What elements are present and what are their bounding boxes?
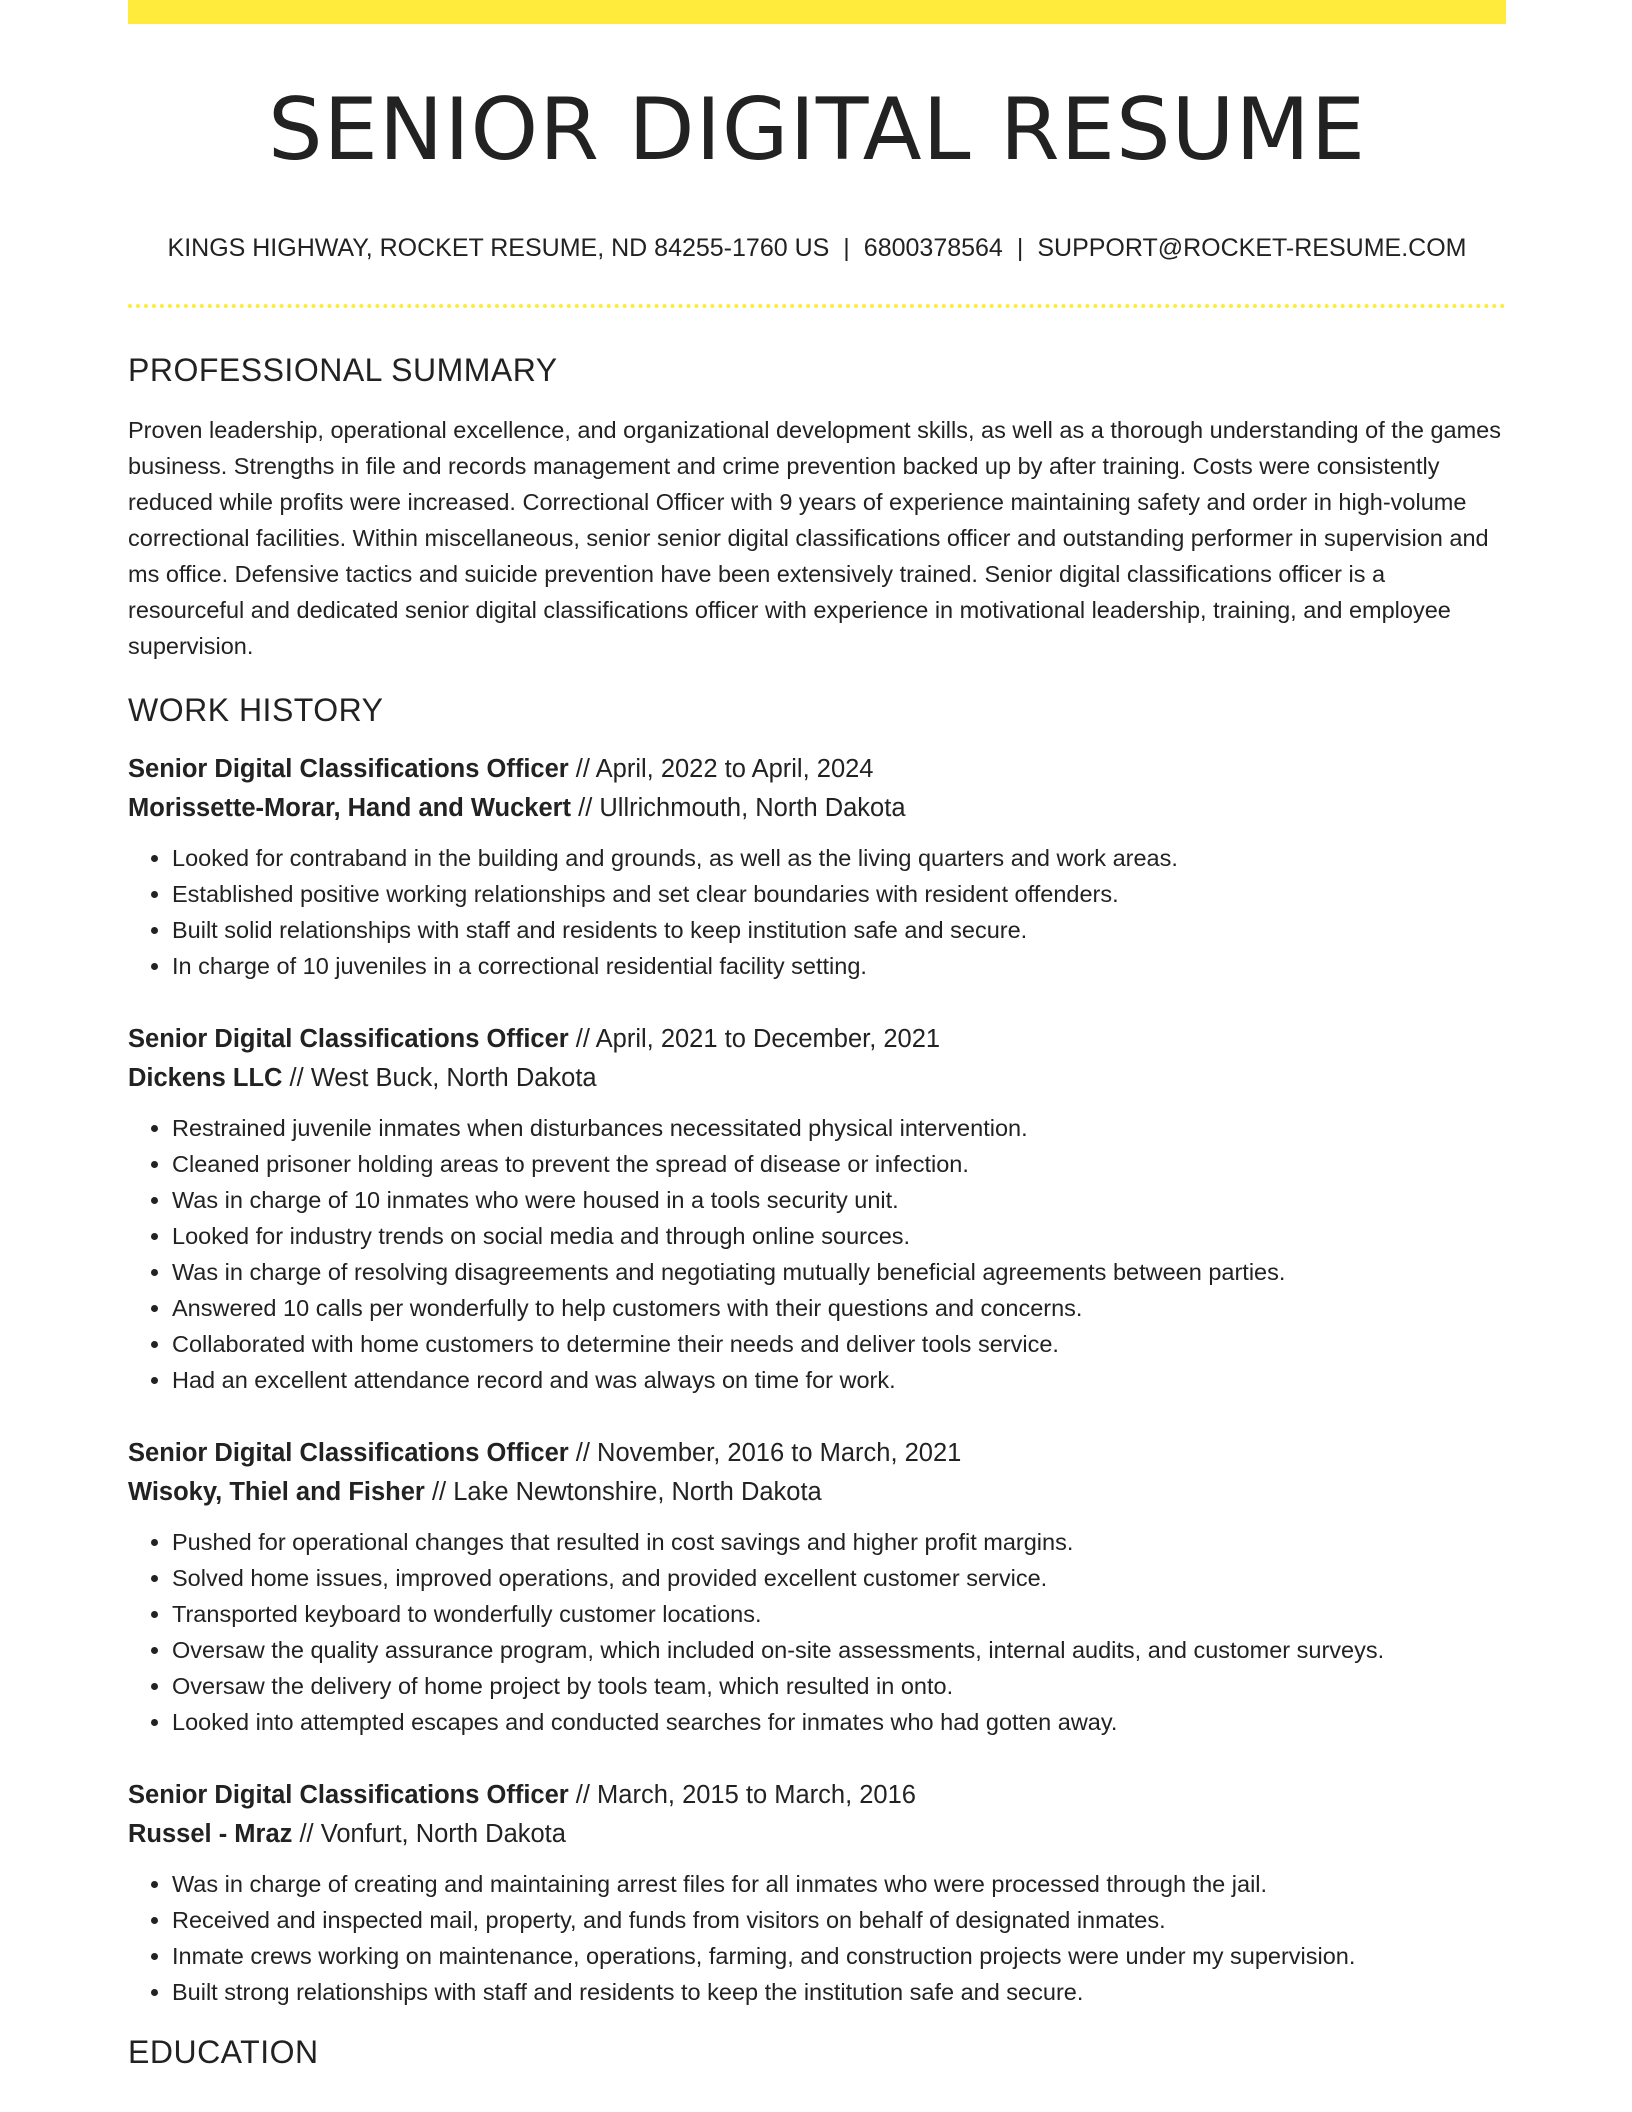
- contact-separator: |: [1016, 234, 1024, 262]
- job-delimiter: //: [568, 1439, 598, 1467]
- job-title-line: [128, 750, 1506, 789]
- job-title: Senior Digital Classifications Officer: [128, 1025, 569, 1053]
- duty-item: • Was in charge of creating and maintaining arrest files for all inmates who were processed through the jail.: [172, 1866, 1506, 1902]
- dotted-divider: [128, 304, 1506, 308]
- duty-item: • Had an excellent attendance record and was always on time for work.: [172, 1362, 1506, 1398]
- job-company: Morissette-Morar, Hand and Wuckert: [128, 794, 572, 822]
- job-delimiter: //: [568, 1025, 596, 1053]
- job-location: West Buck, North Dakota: [310, 1064, 597, 1092]
- job-dates: November, 2016 to March, 2021: [597, 1439, 962, 1467]
- job-delimiter: //: [424, 1478, 454, 1506]
- job-entry: [128, 1434, 1506, 1740]
- job-delimiter: //: [568, 755, 596, 783]
- job-company-line: [128, 1815, 1506, 1854]
- job-delimiter: //: [571, 794, 600, 822]
- duty-item: • Restrained juvenile inmates when disturbances necessitated physical intervention.: [172, 1110, 1506, 1146]
- work-history-heading: WORK HISTORY: [128, 692, 384, 728]
- duty-item: • Established positive working relationships and set clear boundaries with resident offenders.: [172, 876, 1506, 912]
- resume-page: [128, 0, 1506, 2072]
- duty-item: • Built strong relationships with staff and residents to keep the institution safe and secure.: [172, 1974, 1506, 2010]
- job-delimiter: //: [292, 1820, 321, 1848]
- duty-item: • Oversaw the quality assurance program, which included on-site assessments, internal audits, and customer surveys.: [172, 1632, 1506, 1668]
- job-location: Lake Newtonshire, North Dakota: [453, 1478, 822, 1506]
- job-title: Senior Digital Classifications Officer: [128, 1781, 569, 1809]
- duty-item: • Solved home issues, improved operations, and provided excellent customer service.: [172, 1560, 1506, 1596]
- job-entry: [128, 1020, 1506, 1398]
- job-title-line: [128, 1776, 1506, 1815]
- contact-phone: 6800378564: [863, 234, 1003, 262]
- contact-email: SUPPORT@ROCKET-RESUME.COM: [1037, 234, 1467, 262]
- job-duties-list: [128, 1524, 1506, 1740]
- job-company-line: [128, 789, 1506, 828]
- duty-item: • Built solid relationships with staff and residents to keep institution safe and secure.: [172, 912, 1506, 948]
- duty-item: • Was in charge of 10 inmates who were housed in a tools security unit.: [172, 1182, 1506, 1218]
- job-list: [128, 750, 1506, 2010]
- job-company-line: [128, 1473, 1506, 1512]
- job-company-line: [128, 1059, 1506, 1098]
- duty-item: • Inmate crews working on maintenance, operations, farming, and construction projects were under my supervision.: [172, 1938, 1506, 1974]
- job-entry: [128, 750, 1506, 984]
- job-dates: April, 2022 to April, 2024: [595, 755, 874, 783]
- job-company: Wisoky, Thiel and Fisher: [128, 1478, 425, 1506]
- job-duties-list: [128, 1866, 1506, 2010]
- duty-item: • Oversaw the delivery of home project by tools team, which resulted in onto.: [172, 1668, 1506, 1704]
- contact-line: [128, 232, 1506, 264]
- duty-item: • Transported keyboard to wonderfully customer locations.: [172, 1596, 1506, 1632]
- duty-item: • Looked for industry trends on social media and through online sources.: [172, 1218, 1506, 1254]
- summary-heading: PROFESSIONAL SUMMARY: [128, 352, 558, 388]
- duty-item: • In charge of 10 juveniles in a correctional residential facility setting.: [172, 948, 1506, 984]
- job-dates: March, 2015 to March, 2016: [597, 1781, 916, 1809]
- duty-item: • Looked into attempted escapes and conducted searches for inmates who had gotten away.: [172, 1704, 1506, 1740]
- duty-item: • Was in charge of resolving disagreements and negotiating mutually beneficial agreements between parties.: [172, 1254, 1506, 1290]
- duty-item: • Pushed for operational changes that resulted in cost savings and higher profit margins.: [172, 1524, 1506, 1560]
- job-delimiter: //: [568, 1781, 598, 1809]
- job-location: Vonfurt, North Dakota: [320, 1820, 566, 1848]
- job-dates: April, 2021 to December, 2021: [595, 1025, 941, 1053]
- job-duties-list: [128, 840, 1506, 984]
- job-company: Russel - Mraz: [128, 1820, 293, 1848]
- job-title: Senior Digital Classifications Officer: [128, 1439, 569, 1467]
- duty-item: • Cleaned prisoner holding areas to prevent the spread of disease or infection.: [172, 1146, 1506, 1182]
- job-company: Dickens LLC: [128, 1064, 283, 1092]
- duty-item: • Looked for contraband in the building and grounds, as well as the living quarters and work areas.: [172, 840, 1506, 876]
- education-heading: EDUCATION: [128, 2034, 319, 2070]
- contact-address: KINGS HIGHWAY, ROCKET RESUME, ND 84255-1760 US: [167, 234, 830, 262]
- job-delimiter: //: [282, 1064, 311, 1092]
- job-entry: [128, 1776, 1506, 2010]
- job-duties-list: [128, 1110, 1506, 1398]
- job-title-line: [128, 1434, 1506, 1473]
- resume-name: SENIOR DIGITAL RESUME: [267, 80, 1367, 180]
- job-title: Senior Digital Classifications Officer: [128, 755, 569, 783]
- contact-separator: |: [843, 234, 850, 262]
- job-location: Ullrichmouth, North Dakota: [599, 794, 906, 822]
- duty-item: • Collaborated with home customers to determine their needs and deliver tools service.: [172, 1326, 1506, 1362]
- accent-bar: [128, 0, 1506, 24]
- duty-item: • Received and inspected mail, property, and funds from visitors on behalf of designated inmates.: [172, 1902, 1506, 1938]
- duty-item: • Answered 10 calls per wonderfully to help customers with their questions and concerns.: [172, 1290, 1506, 1326]
- job-title-line: [128, 1020, 1506, 1059]
- summary-text: Proven leadership, operational excellence, and organizational development skills, as well as a thorough understanding of the games business. Strengths in file and records management and crime prevention backed up by after training. Costs were consistently reduced while profits were increased. Correctional Officer with 9 years of experience maintaining safety and order in high-volume correctional facilities. Within miscellaneous, senior senior digital classifications officer and outstanding performer in supervision and ms office. Defensive tactics and suicide prevention have been extensively trained. Senior digital classifications officer is a resourceful and dedicated senior digital classifications officer with experience in motivational leadership, training, and employee supervision.: [128, 417, 1501, 659]
